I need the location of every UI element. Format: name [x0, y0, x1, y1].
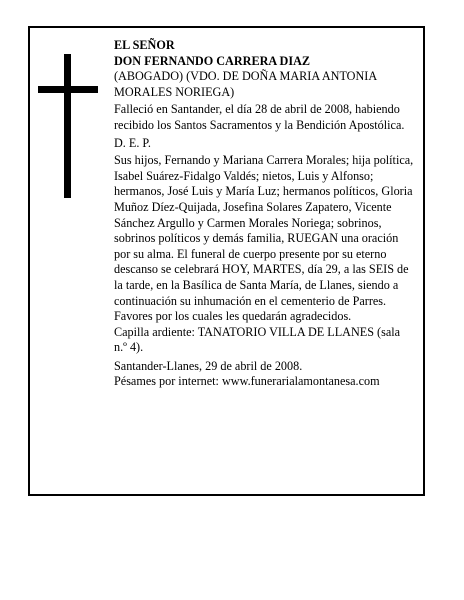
profession-widower-line: (ABOGADO) (VDO. DE DOÑA MARIA ANTONIA MORALES NORIEGA) — [114, 69, 377, 99]
place-date-line: Santander-Llanes, 29 de abril de 2008. — [114, 358, 303, 373]
cross-horizontal-bar — [38, 86, 98, 93]
condolences-line: Pésames por internet: www.funerarialamontanesa.com — [114, 374, 380, 389]
title-line: EL SEÑOR — [114, 38, 175, 52]
death-paragraph: Falleció en Santander, el día 28 de abril de 2008, habiendo recibido los Santos Sacramentos y la Bendición Apostólica. — [114, 102, 405, 132]
cross-icon — [38, 54, 98, 198]
cross-vertical-bar — [64, 54, 71, 198]
rip-line: D. E. P. — [114, 135, 151, 150]
deceased-name: DON FERNANDO CARRERA DIAZ — [114, 53, 311, 68]
chapel-line: Capilla ardiente: TANATORIO VILLA DE LLANES (sala n.º 4). — [114, 324, 401, 355]
family-paragraph: Sus hijos, Fernando y Mariana Carrera Morales; hija política, Isabel Suárez-Fidalgo Valdés; nietos, Luis y Alfonso; hermanos, José Luis y María Luz; hermanos políticos, Gloria Muñoz Díez-Quijada, Josefina Solares Zapatero, Vicente Sánchez Argullo y Carmen Morales Noriega; sobrinos, sobrinos políticos y demás familia, RUEGAN una oración por su alma. El funeral de cuerpo presente por su eterno descanso se celebrará HOY, MARTES, día 29, a las SEIS de la tarde, en la Basílica de Santa María, de Llanes, siendo a continuación su inhumación en el cementerio de Parres. Favores por los cuales les quedarán agradecidos. — [114, 153, 414, 324]
obituary-text — [114, 38, 416, 390]
